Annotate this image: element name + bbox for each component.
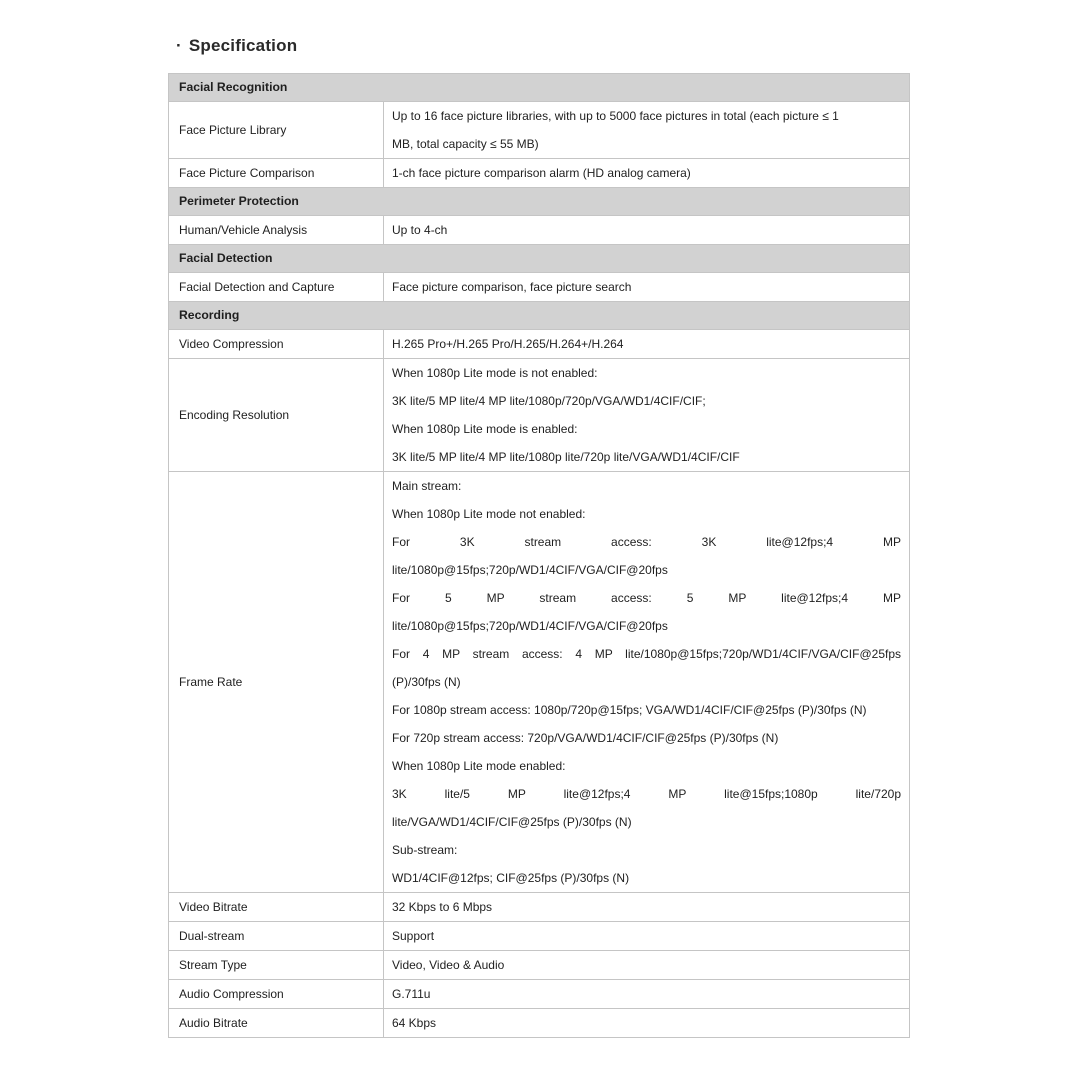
spec-label: Video Bitrate [169,893,384,922]
spec-value-line: Video, Video & Audio [392,958,505,972]
spec-value-line: Up to 4-ch [392,223,448,237]
spec-value-line: 3K lite/5 MP lite@12fps;4 MP lite@15fps;1080p lite/720p [392,787,902,801]
spec-row [169,1009,910,1038]
section-header-row [169,74,910,102]
spec-value-line: MB, total capacity ≤ 55 MB) [392,137,539,151]
spec-value [384,951,910,980]
spec-label: Video Compression [169,330,384,359]
spec-label: Frame Rate [169,472,384,893]
spec-row [169,273,910,302]
spec-label: Human/Vehicle Analysis [169,216,384,245]
spec-value-line: When 1080p Lite mode not enabled: [392,507,586,521]
spec-label: Dual-stream [169,922,384,951]
spec-row [169,980,910,1009]
spec-value [384,216,910,245]
section-header-row [169,245,910,273]
spec-value-line: Support [392,929,435,943]
specification-table [168,73,910,1038]
title-bullet: · [176,36,182,55]
title-text: Specification [188,36,298,55]
spec-value [384,472,910,893]
spec-value-line: lite/1080p@15fps;720p/WD1/4CIF/VGA/CIF@20fps [392,563,668,577]
section-header-row [169,188,910,216]
spec-value [384,893,910,922]
spec-value [384,1009,910,1038]
spec-value-line: lite/1080p@15fps;720p/WD1/4CIF/VGA/CIF@20fps [392,619,668,633]
section-label: Perimeter Protection [169,188,910,216]
spec-value-line: For 720p stream access: 720p/VGA/WD1/4CIF/CIF@25fps (P)/30fps (N) [392,731,779,745]
spec-value-line: 64 Kbps [392,1016,437,1030]
spec-value-line: For 5 MP stream access: 5 MP lite@12fps;4 MP [392,591,902,605]
spec-value-line: Sub-stream: [392,843,458,857]
spec-label: Encoding Resolution [169,359,384,472]
section-label: Facial Detection [169,245,910,273]
spec-value [384,980,910,1009]
spec-value-line: WD1/4CIF@12fps; CIF@25fps (P)/30fps (N) [392,871,630,885]
spec-value [384,330,910,359]
spec-label: Audio Compression [169,980,384,1009]
spec-value [384,273,910,302]
spec-label: Audio Bitrate [169,1009,384,1038]
spec-value-line: When 1080p Lite mode is enabled: [392,422,578,436]
spec-row [169,472,910,893]
spec-value-line: When 1080p Lite mode is not enabled: [392,366,598,380]
spec-row [169,359,910,472]
spec-value-line: 3K lite/5 MP lite/4 MP lite/1080p/720p/VGA/WD1/4CIF/CIF; [392,394,706,408]
spec-label: Face Picture Library [169,102,384,159]
spec-value-line: (P)/30fps (N) [392,675,461,689]
spec-row [169,159,910,188]
section-header-row [169,302,910,330]
spec-value-line: G.711u [392,987,431,1001]
spec-value-line: For 4 MP stream access: 4 MP lite/1080p@15fps;720p/WD1/4CIF/VGA/CIF@25fps [392,647,902,661]
spec-value [384,922,910,951]
spec-value-line: 32 Kbps to 6 Mbps [392,900,493,914]
spec-value-line: For 3K stream access: 3K lite@12fps;4 MP [392,535,902,549]
spec-label: Facial Detection and Capture [169,273,384,302]
spec-row [169,102,910,159]
spec-value-line: Up to 16 face picture libraries, with up to 5000 face pictures in total (each picture ≤ 1 [392,109,839,123]
spec-row [169,893,910,922]
spec-value-line: H.265 Pro+/H.265 Pro/H.265/H.264+/H.264 [392,337,624,351]
spec-row [169,951,910,980]
section-label: Facial Recognition [169,74,910,102]
spec-value [384,102,910,159]
spec-row [169,922,910,951]
spec-value-line: Face picture comparison, face picture search [392,280,632,294]
spec-label: Face Picture Comparison [169,159,384,188]
spec-value-line: For 1080p stream access: 1080p/720p@15fps; VGA/WD1/4CIF/CIF@25fps (P)/30fps (N) [392,703,867,717]
spec-value [384,159,910,188]
spec-value-line: 1-ch face picture comparison alarm (HD analog camera) [392,166,691,180]
page-title [176,36,297,56]
spec-row [169,330,910,359]
spec-row [169,216,910,245]
spec-value-line: 3K lite/5 MP lite/4 MP lite/1080p lite/720p lite/VGA/WD1/4CIF/CIF [392,450,740,464]
spec-label: Stream Type [169,951,384,980]
section-label: Recording [169,302,910,330]
spec-value-line: lite/VGA/WD1/4CIF/CIF@25fps (P)/30fps (N) [392,815,632,829]
spec-value-line: When 1080p Lite mode enabled: [392,759,566,773]
spec-value-line: Main stream: [392,479,462,493]
spec-value [384,359,910,472]
